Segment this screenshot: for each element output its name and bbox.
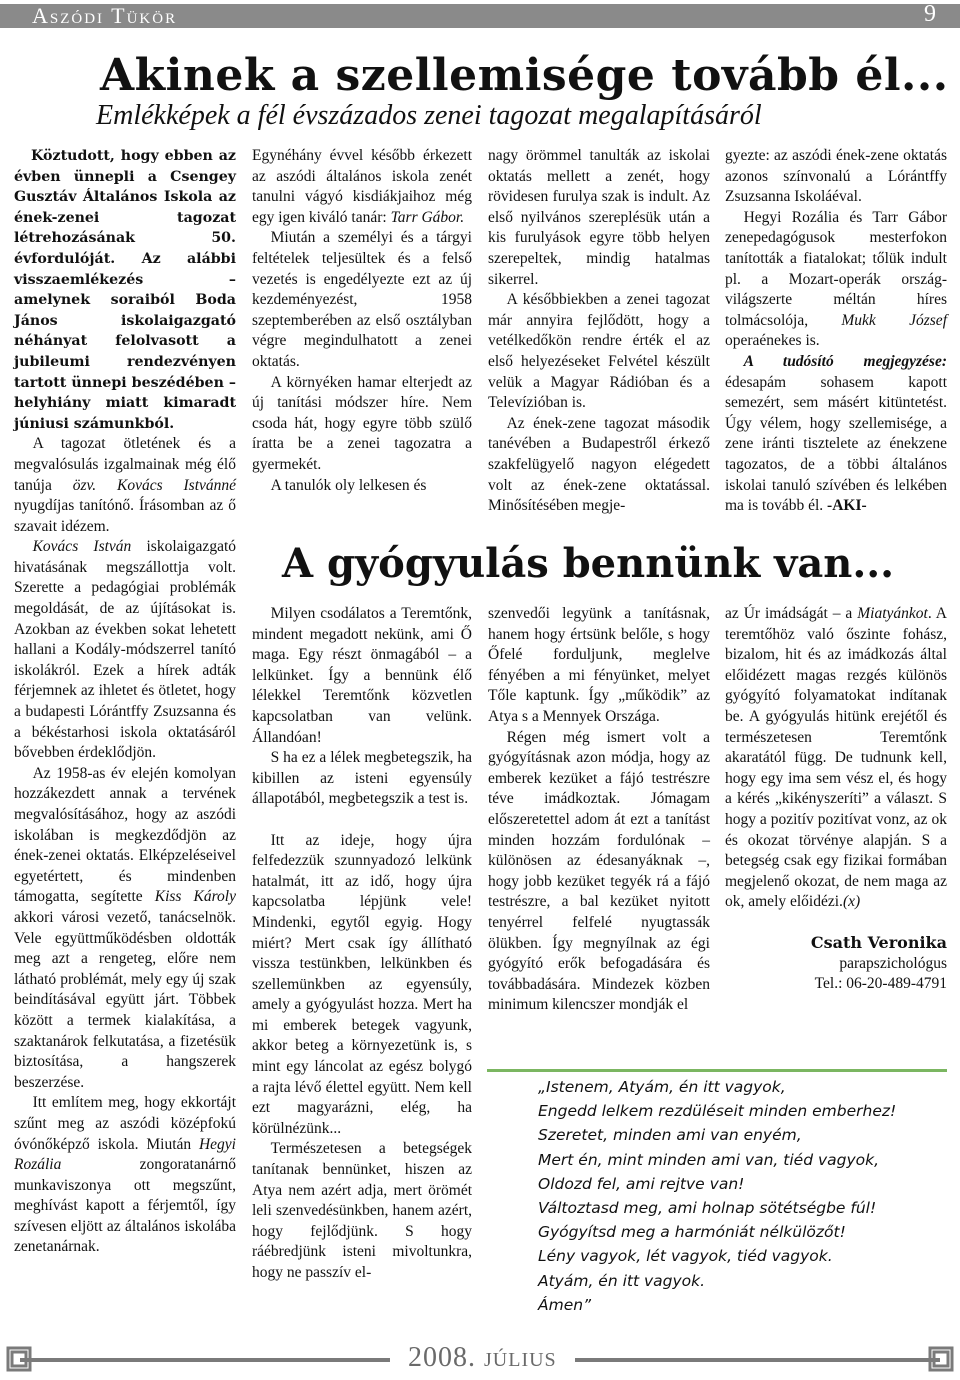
text: akkori városi vezető, tanácselnök. Vele együttműködésben oldották meg azt a rengeteg, előre nem látható problémát, mely egy új szak beindításával együtt járt. Többek között a termek kialakítása, a szaktanárok felkutatása, a fizetésük biztosítása, a hangszerek beszerzése. (14, 908, 236, 1091)
paragraph: A tanulók oly lelkesen és (270, 476, 427, 494)
text: Az 1958-as év elején komolyan hozzákezdett annak a tervének megvalósításához, hogy az aszódi iskolában is megkezdődjön az ének-zenei oktatás. Elképzeléseivel egyetértett, és mindenben támogatta, segítette (14, 764, 236, 906)
author-name: Csath Veronika (810, 932, 947, 952)
text: . A teremtőhöz való őszinte fohász, bizalom, hit és az imádkozás által előidézett magas rezgés különös gyógyító folyamatokat indítanak be. A gyógyulás hitünk erejétől és természetesen Teremtőnk akaratától függ. De tudnunk kell, hogy egy ima sem vész el, és hogy a kérés „kikényszeríti” a választ. S hogy a pozitív pozitívat vonz, az ok és okozat törvénye alapján. S a betegség csak egy fizikai formában megjelenő okozat, de nem maga az ok, amely előidézi. (725, 605, 947, 911)
page-footer (0, 1340, 960, 1380)
prayer-line: Gyógyítsd meg a harmóniát nélkülözőt! (538, 1223, 846, 1242)
article1-column-1 (14, 146, 236, 1258)
text: nyugdíjas tanítónő. Írásomban az ő szavait idézem. (14, 497, 236, 535)
paragraph (252, 146, 472, 228)
author-signature: -AKI- (827, 497, 867, 515)
corner-ornament-icon (6, 1346, 32, 1372)
article1-title: Akinek a szellemisége tovább él... (100, 50, 949, 101)
paragraph: Régen még ismert volt a gyógyításnak azon módja, hogy az emberek kezüket a fájó testrészre téve imádkoztak. Jómagam előszeretettel adom át ezt a tanítást minden hozzám fordulónak – különösen az édesanyáknak –, hogy jobb kezüket tegyék rá a fájó testrészre, a bal kezüket nyitott tenyérrel felfelé nyugtassák ölükben. Így megnyílnak az égi gyógyító erők befogadására és továbbadására. Mindezek közben minimum kilencszer mondják el (488, 728, 710, 1014)
prayer-line: Ámen” (538, 1295, 592, 1314)
paragraph: gyezte: az aszódi ének-zene oktatás azonos színvonalú a Lórántffy Zsuzsanna Iskoláéval. (725, 147, 947, 206)
paragraph (14, 434, 236, 537)
paragraph (725, 604, 947, 913)
person-name: Kovács István (32, 538, 132, 556)
author-block (725, 933, 947, 995)
text: az Úr imádságát – a (725, 605, 858, 622)
paragraph: Milyen csodálatos a Teremtőnk, mindent megadott nekünk, ami Ő maga. Egy részt önmagából – a lelkünket. Így a bennünk élő lélekkel Teremtőnk közvetlen kapcsolatban van velünk. Állandóan! (252, 605, 472, 746)
prayer-line: Változtasd meg, ami holnap sötétségbe fúl! (538, 1199, 877, 1218)
reporter-note (725, 352, 947, 517)
paragraph (14, 537, 236, 764)
person-name: Tarr Gábor. (390, 208, 465, 226)
text: Hegyi Rozália és Tarr Gábor zenepedagógusok mesterfokon tanították a fiatalokat; tőlük indult pl. a Mozart-operák ország-világszerte méltán híres tolmácsolója, (725, 208, 947, 329)
paragraph (14, 1093, 236, 1258)
text: zongoratanárnő munkaviszonya ott megszűnt, meghívást kapott a férjemtől, így szívesen eljött az általános iskolába zenetanárnak. (14, 1156, 236, 1256)
prayer-box (538, 1075, 948, 1317)
prayer-line: Atyám, én itt vagyok. (538, 1271, 706, 1290)
text: operaénekes is. (725, 332, 820, 350)
text: Egynéhány évvel később érkezett az aszódi általános iskola zenét tanulni vágyó kisdiákjaihoz még egy igen kiváló tanár: (252, 147, 472, 226)
prayer-line: Oldozd fel, ami rejtve van! (538, 1174, 745, 1193)
paragraph: S ha ez a lélek megbetegszik, ha kibillen az isteni egyensúly állapotából, megbetegszik a test is. (252, 749, 472, 808)
paragraph: szenvedői legyünk a tanításnak, hanem hogy értsünk belőle, s hogy Őfelé forduljunk, meglelve fényében a mi fényünket, melyet Tőle kaptunk. Így „működik” az Atya s a Mennyek Országa. (488, 605, 710, 725)
paragraph: A környéken hamar elterjedt az új tanítási módszer híre. Nem csoda hát, hogy egyre több szülő íratta be a zenei tagozatra a gyermekét. (252, 373, 472, 473)
publication-name: Aszódi Tükör (32, 3, 178, 28)
paragraph: Itt az ideje, hogy újra felfedezzük szunnyadozó lelkünk hatalmát, itt az idő, hogy újra kapcsolatba lépjünk vele! Mindenki, egytől egyig. Hogy miért? Mert csak így állítható vissza testünkben, lelkünkben és szellemünkben az egyensúly, amely a gyógyulást hozza. Mert ha mi emberek betegek vagyunk, akkor beteg a környezetünk is, s mint egy láncolat az egész bolygó a rajta lévő élettel együtt. Nem kell ezt magyarázni, elég, ha körülnézünk... (252, 831, 472, 1137)
paragraph: Természetesen a betegségek tanítanak bennünket, hiszen az Atya nem azért adja, mert örömét leli szenvedésünkben, hanem azért, hogy fejlődjünk. S hogy ráébredjünk isteni mivoltunkra, hogy ne passzív el- (252, 1140, 472, 1281)
article1-column-2 (252, 146, 472, 496)
page-header (0, 0, 960, 36)
article2-column-1 (252, 604, 472, 1284)
page-number: 9 (924, 1, 936, 27)
article1-subtitle: Emlékképek a fél évszázados zenei tagozat megalapításáról (96, 100, 762, 131)
prayer-rule (487, 1069, 947, 1072)
prayer-line: Szeretet, minden ami van enyém, (538, 1126, 802, 1145)
article1-lead: Köztudott, hogy ebben az évben ünnepli a Csengey Gusztáv Általános Iskola az ének-zenei tagozat létrehozásának 50. évfordulóját. Az alábbi visszaemlékezés – amelynek soraiból Boda János iskolaigazgató néhányat felolvasott a jubileumi rendezvényen tartott ünnepi beszédében – helyhiány miatt kimaradt júniusi számunkból. (14, 148, 236, 432)
text: A tagozat ötletének és a megvalósulás izgalmainak még élő tanúja (14, 435, 236, 494)
article1-column-3 (488, 146, 710, 517)
prayer-line: Lény vagyok, lét vagyok, tiéd vagyok. (538, 1247, 833, 1266)
issue-date: 2008. július (390, 1342, 575, 1374)
article2-column-3 (725, 604, 947, 995)
paragraph: Az ének-zene tagozat második tanévében a Budapestről érkező szakfelügyelő nagyon elégedett volt az ének-zene oktatással. Minősítésében megje- (488, 414, 710, 515)
paragraph (725, 208, 947, 352)
prayer-line: „Istenem, Atyám, én itt vagyok, (538, 1078, 786, 1096)
person-name: özv. Kovács Istvánné (72, 476, 237, 494)
author-title: parapszichológus (839, 954, 947, 972)
text: édesapám sohasem kapott semezért, sem másért kitüntetést. Úgy vélem, hogy szellemisége, a zene iránti tisztelete az énekzene tagozatos, de a többi általános iskolai tanuló szívében és lelkében ma is tovább él. (725, 373, 947, 515)
person-name: Kiss Károly (154, 888, 236, 906)
prayer-name: Miatyánkot (857, 605, 928, 622)
corner-ornament-icon (928, 1346, 954, 1372)
article1-column-4 (725, 146, 947, 517)
person-name: Mukk József (841, 311, 947, 329)
note-label: A tudósító megjegyzése: (743, 352, 947, 370)
paragraph: nagy örömmel tanulták az iskolai oktatás mellett a zenét, hogy rövidesen furulya szak is indult. Az első nyilvános szereplésük után a kis furulyások egyre több helyen szerepeltek, mindig hatalmas sikerrel. (488, 147, 710, 288)
paragraph (14, 764, 236, 1094)
prayer-line: Mert én, mint minden ami van, tiéd vagyok, (538, 1150, 880, 1169)
article2-title: A gyógyulás bennünk van... (282, 540, 895, 587)
text: Itt említem meg, hogy ekkortájt szűnt meg az aszódi középfokú óvónőképző iskola. Miután (14, 1094, 236, 1153)
author-phone: Tel.: 06-20-489-4791 (814, 975, 947, 993)
footnote-mark: (x) (842, 893, 861, 911)
text: iskolaigazgató hivatásának megszállottja volt. Szerette a pedagógiai problémák megoldását, de az újításokat is. Azokban az években sokat lehetett hallani a Kodály-módszerrel tanító iskolákról. Ezek a hírek adták férjemnek az ihletet és ötletet, hogy a budapesti Lórántffy Zsuzsanna és a békéstarhosi iskola oktatásáról bővebben érdeklődjön. (14, 538, 237, 762)
person-name: Hegyi Rozália (14, 1135, 236, 1174)
paragraph: A későbbiekben a zenei tagozat már annyira fejlődött, hogy a vetélkedőkön rendre érték el az első helyezéseket Felvétel készült velük a Magyar Rádióban és a Televízióban is. (488, 291, 710, 412)
article2-column-2 (488, 604, 710, 1016)
prayer-line: Engedd lelkem rezdüléseit minden emberhez! (538, 1102, 897, 1121)
paragraph: Miután a személyi és a tárgyi feltételek teljesültek és a felső vezetés is engedélyezte ezt az új kezdeményezést, 1958 szeptemberében az első osztályban végre megindulhatott a zenei oktatás. (252, 229, 472, 370)
